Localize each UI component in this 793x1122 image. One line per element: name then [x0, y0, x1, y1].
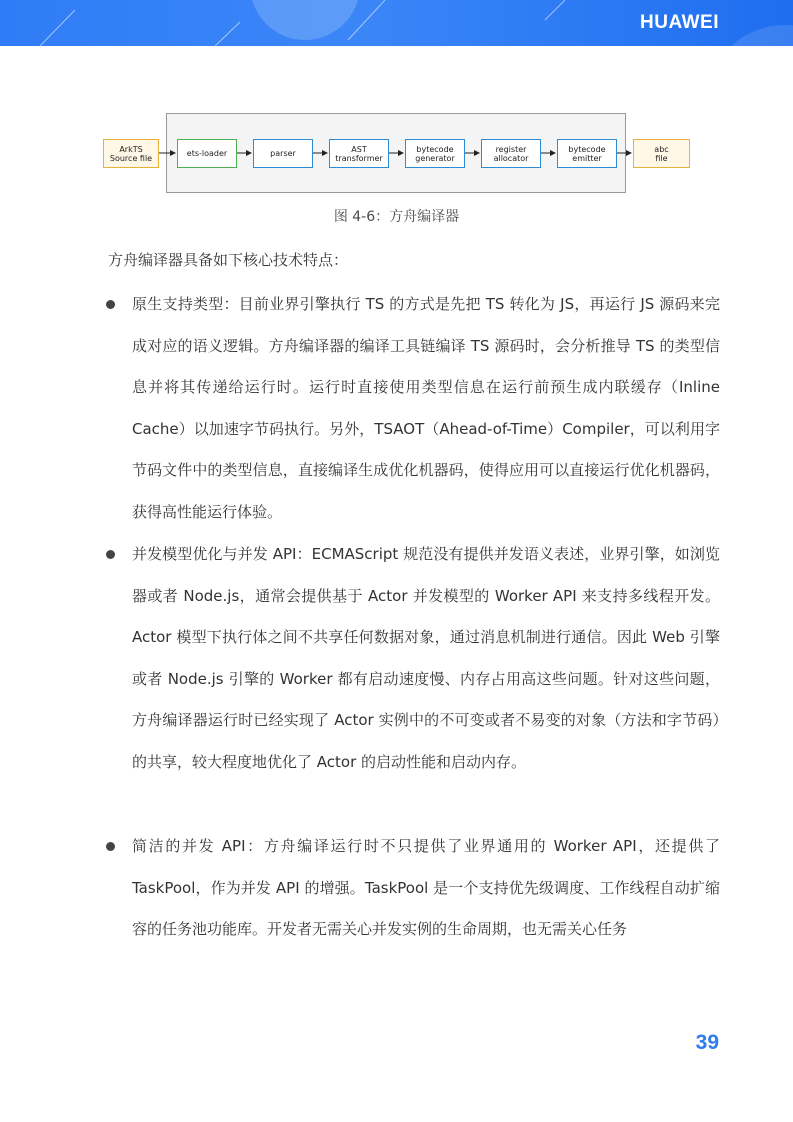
node-parser: parser — [253, 139, 313, 168]
page-number: 39 — [695, 1031, 719, 1054]
bullet-icon — [106, 300, 115, 309]
intro-heading: 方舟编译器具备如下核心技术特点： — [108, 251, 349, 269]
bullet-icon — [106, 550, 115, 559]
figure-caption: 图 4-6：方舟编译器 — [333, 209, 460, 225]
node-bytecode-emitter: bytecode emitter — [557, 139, 617, 168]
bullet-paragraph-concurrency-model: 并发模型优化与并发 API：ECMAScript 规范没有提供并发语义表述，业界引擎，如浏览器或者 Node.js，通常会提供基于 Actor 并发模型的 Worker API 来支持多线程开发。Actor 模型下执行体之间不共享任何数据对象，通过消息机制进行通信。因此 Web 引擎或者 Node.js 引擎的 Worker 都有启动速度慢、内存占用高这些问题。针对这些问题，方舟编译器运行时已经实现了 Actor 实例中的不可变或者不易变的对象（方法和字节码）的共享，较大程度地优化了 Actor 的启动性能和启动内存。 — [132, 545, 720, 771]
node-arkts-source-file: ArkTS Source file — [103, 139, 159, 168]
brand-logo: HUAWEI — [640, 12, 719, 33]
bullet-paragraph-concurrency-api: 简洁的并发 API：方舟编译运行时不只提供了业界通用的 Worker API，还提供了TaskPool，作为并发 API 的增强。TaskPool 是一个支持优先级调度、工作线程自动扩缩容的任务池功能库。开发者无需关心并发实例的生命周期，也无需关心任务 — [132, 837, 720, 938]
bullet-paragraph-native-types: 原生支持类型：目前业界引擎执行 TS 的方式是先把 TS 转化为 JS，再运行 JS 源码来完成对应的语义逻辑。方舟编译器的编译工具链编译 TS 源码时，会分析推导 TS 的类型信息并将其传递给运行时。运行时直接使用类型信息在运行前预生成内联缓存（Inline Cache）以加速字节码执行。另外，TSAOT（Ahead-of-Time）Compiler，可以利用字节码文件中的类型信息，直接编译生成优化机器码，使得应用可以直接运行优化机器码，获得高性能运行体验。 — [132, 295, 720, 521]
node-bytecode-generator: bytecode generator — [405, 139, 465, 168]
bullet-icon — [106, 842, 115, 851]
node-abc-file: abc file — [633, 139, 690, 168]
node-register-allocator: register allocator — [481, 139, 541, 168]
node-ast-transformer: AST transformer — [329, 139, 389, 168]
node-ets-loader: ets-loader — [177, 139, 237, 168]
header-banner — [0, 0, 793, 46]
